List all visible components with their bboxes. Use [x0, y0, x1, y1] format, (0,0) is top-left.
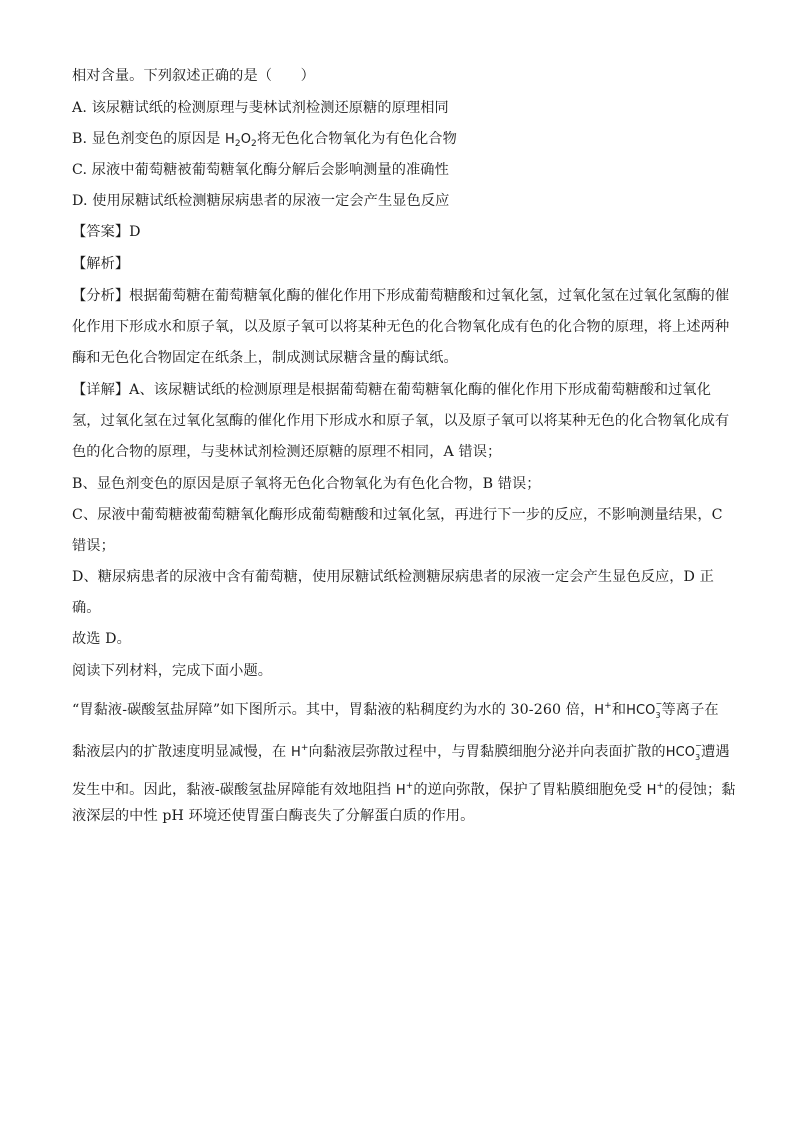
option-d-label: D. — [72, 193, 88, 209]
bicarbonate-ion: HCO − 3 — [665, 740, 702, 762]
h-ion: H+ — [646, 781, 665, 798]
option-a-label: A. — [72, 100, 87, 116]
xiangjie-line-4: B、显色剂变色的原因是原子氧将无色化合物氧化为有色化合物，B 错误； — [72, 476, 541, 492]
material-intro: 阅读下列材料，完成下面小题。 — [72, 663, 273, 679]
answer-tag: 【答案】 — [72, 224, 130, 240]
xiangjie-line-5: C、尿液中葡萄糖被葡萄糖氧化酶形成葡萄糖酸和过氧化氢，再进行下一步的反应，不影响测量结果，C — [72, 507, 723, 523]
answer-value: D — [129, 224, 141, 240]
fenxi-line-3: 酶和无色化合物固定在纸条上，制成测试尿糖含量的酶试纸。 — [72, 350, 458, 366]
analysis-tag: 【解析】 — [72, 256, 130, 272]
fenxi-tag: 【分析】 — [72, 288, 130, 304]
xiangjie-line-3: 色的化合物的原理，与斐林试剂检测还原糖的原理不相同，A 错误； — [72, 444, 502, 460]
fenxi-line-1: 【分析】根据葡萄糖在葡萄糖氧化酶的催化作用下形成葡萄糖酸和过氧化氢，过氧化氢在过氧化氢酶的催 — [72, 288, 730, 304]
h-ion: H+ — [395, 781, 414, 798]
h-ion: H+ — [594, 701, 612, 718]
option-c — [72, 160, 722, 180]
xiangjie-line-1: 【详解】A、该尿糖试纸的检测原理是根据葡萄糖在葡萄糖氧化酶的催化作用下形成葡萄糖酸和过氧化 — [72, 382, 712, 398]
formula-h2o2: $H_2O_2$ — [224, 132, 257, 149]
option-b-text-before: 显色剂变色的原因是 — [91, 131, 225, 147]
material-line-1: “胃黏液-碳酸氢盐屏障”如下图所示。其中，胃黏液的粘稠度约为水的 30-260 倍，H+和HCO − 3 等离子在 — [72, 698, 719, 720]
option-a-text: 该尿糖试纸的检测原理与斐林试剂检测还原糖的原理相同 — [91, 100, 449, 116]
xiangjie-line-2: 氢，过氧化氢在过氧化氢酶的催化作用下形成水和原子氧，以及原子氧可以将某种无色的化合物氧化成有 — [72, 413, 730, 429]
answer-line — [72, 222, 722, 242]
option-c-label: C. — [72, 162, 88, 178]
xiangjie-line-7: D、糖尿病患者的尿液中含有葡萄糖，使用尿糖试纸检测糖尿病患者的尿液一定会产生显色反应，D 正 — [72, 569, 714, 585]
option-a — [72, 98, 722, 118]
conclusion: 故选 D。 — [72, 631, 131, 647]
bicarbonate-ion: HCO − 3 — [626, 698, 663, 720]
option-b-text-after: 将无色化合物氧化为有色化合物 — [256, 131, 457, 147]
material-line-2: 黏液层内的扩散速度明显减慢，在 H+向黏液层弥散过程中，与胃黏膜细胞分泌并向表面扩散的HCO − 3 遭遇 — [72, 740, 730, 762]
option-b-label: B. — [72, 131, 88, 147]
xiangjie-line-6: 错误； — [72, 538, 115, 554]
material-line-4: 液深层的中性 pH 环境还使胃蛋白酶丧失了分解蛋白质的作用。 — [72, 808, 475, 824]
option-d — [72, 191, 722, 211]
question-stem-tail: 相对含量。下列叙述正确的是（ ） — [72, 68, 315, 84]
xiangjie-tag: 【详解】 — [72, 382, 130, 398]
material-line-3: 发生中和。因此，黏液-碳酸氢盐屏障能有效地阻挡 H+的逆向弥散，保护了胃粘膜细胞免受 H+的侵蚀；黏 — [72, 781, 736, 798]
h-ion: H+ — [290, 743, 309, 760]
xiangjie-line-8: 确。 — [72, 600, 101, 616]
option-c-text: 尿液中葡萄糖被葡萄糖氧化酶分解后会影响测量的准确性 — [91, 162, 449, 178]
option-d-text: 使用尿糖试纸检测糖尿病患者的尿液一定会产生显色反应 — [92, 193, 450, 209]
option-b — [72, 129, 722, 154]
fenxi-line-2: 化作用下形成水和原子氧，以及原子氧可以将某种无色的化合物氧化成有色的化合物的原理，将上述两种 — [72, 319, 730, 335]
